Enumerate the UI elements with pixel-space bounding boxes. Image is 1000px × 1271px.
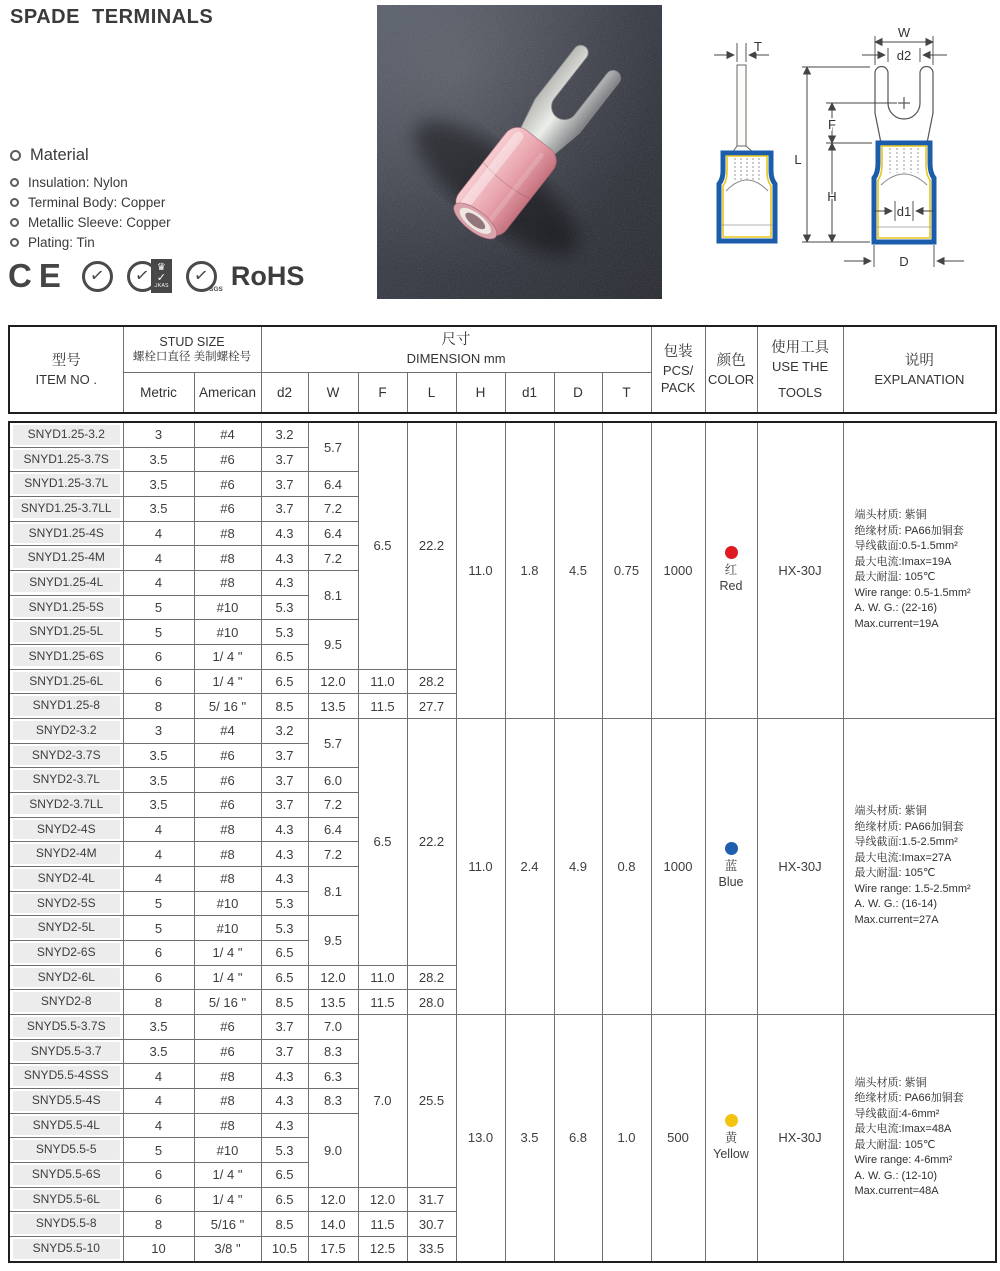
item-no: SNYD2-8: [13, 992, 120, 1012]
sgs-cert-icon: ✓ SGS: [186, 261, 217, 292]
material-item: Insulation: Nylon: [10, 172, 171, 192]
w-cell: 9.5: [308, 916, 358, 965]
col-header-explanation: 说明 EXPLANATION: [843, 326, 996, 413]
american-cell: #10: [194, 595, 261, 620]
l-cell: 28.2: [407, 669, 456, 694]
w-cell: 9.5: [308, 620, 358, 669]
bullet-icon: [10, 178, 19, 187]
material-title: Material: [10, 146, 171, 165]
metric-cell: 3: [123, 422, 194, 447]
l-cell: 33.5: [407, 1237, 456, 1262]
item-no: SNYD1.25-5L: [13, 622, 120, 642]
item-cell: [9, 1014, 123, 1039]
item-no: SNYD1.25-3.2: [13, 425, 120, 445]
l-cell: 28.0: [407, 990, 456, 1015]
spec-table-header: [8, 325, 997, 414]
item-no: SNYD1.25-4S: [13, 524, 120, 544]
item-no: SNYD5.5-5: [13, 1140, 120, 1160]
item-no: SNYD2-5L: [13, 918, 120, 938]
item-no: SNYD2-4L: [13, 869, 120, 889]
item-cell: [9, 768, 123, 793]
f-cell: 6.5: [358, 422, 407, 669]
w-cell: 7.2: [308, 842, 358, 867]
f-cell: 7.0: [358, 1014, 407, 1187]
f-cell: 11.5: [358, 694, 407, 719]
american-cell: 3/8 ": [194, 1237, 261, 1262]
metric-cell: 6: [123, 965, 194, 990]
t-cell: 1.0: [602, 1014, 651, 1261]
svg-text:W: W: [897, 25, 911, 40]
w-cell: 7.2: [308, 496, 358, 521]
metric-cell: 8: [123, 694, 194, 719]
l-cell: 30.7: [407, 1212, 456, 1237]
item-no: SNYD2-3.2: [13, 721, 120, 741]
item-no: SNYD2-4S: [13, 820, 120, 840]
item-no: SNYD5.5-6L: [13, 1190, 120, 1210]
bullet-icon: [10, 150, 21, 161]
metric-cell: 6: [123, 1187, 194, 1212]
w-cell: 6.4: [308, 521, 358, 546]
metric-cell: 6: [123, 940, 194, 965]
item-cell: [9, 1162, 123, 1187]
w-cell: 12.0: [308, 965, 358, 990]
explanation-cell: 端头材质: 紫铜 绝缘材质: PA66加铜套 导线截面:1.5-2.5mm² 最大电流:Imax=27A 最大耐温: 105℃ Wire range: 1.5-2.5mm² A. W. G.: (16-14) Max.current=27A: [843, 718, 996, 1014]
metric-cell: 3.5: [123, 447, 194, 472]
d2-cell: 5.3: [261, 595, 308, 620]
d1-cell: 1.8: [505, 422, 554, 718]
award-cert-icon: ✓: [82, 261, 113, 292]
explanation-cell: 端头材质: 紫铜 绝缘材质: PA66加铜套 导线截面:4-6mm² 最大电流:Imax=48A 最大耐温: 105℃ Wire range: 4-6mm² A. W. G.: (12-10) Max.current=48A: [843, 1014, 996, 1261]
w-cell: 7.2: [308, 792, 358, 817]
d2-cell: 3.7: [261, 472, 308, 497]
metric-cell: 3.5: [123, 1014, 194, 1039]
metric-cell: 3.5: [123, 768, 194, 793]
item-cell: [9, 866, 123, 891]
d2-cell: 4.3: [261, 521, 308, 546]
d2-cell: 6.5: [261, 669, 308, 694]
item-cell: [9, 743, 123, 768]
metric-cell: 4: [123, 1064, 194, 1089]
h-cell: 11.0: [456, 718, 505, 1014]
american-cell: 1/ 4 ": [194, 940, 261, 965]
material-list: [10, 172, 171, 252]
item-cell: [9, 595, 123, 620]
american-cell: #8: [194, 842, 261, 867]
certification-row: [8, 257, 304, 295]
item-cell: [9, 1237, 123, 1262]
d2-cell: 6.5: [261, 1187, 308, 1212]
w-cell: 6.3: [308, 1064, 358, 1089]
item-cell: [9, 817, 123, 842]
item-cell: [9, 1064, 123, 1089]
table-row: [9, 718, 996, 743]
pack-cell: 1000: [651, 422, 705, 718]
item-cell: [9, 1039, 123, 1064]
metric-cell: 5: [123, 595, 194, 620]
item-cell: [9, 792, 123, 817]
item-cell: [9, 472, 123, 497]
color-dot-icon: [725, 842, 738, 855]
pack-cell: 500: [651, 1014, 705, 1261]
f-cell: 11.0: [358, 965, 407, 990]
col-header-tools: 使用工具 USE THE TOOLS: [757, 326, 843, 413]
american-cell: #4: [194, 718, 261, 743]
w-cell: 14.0: [308, 1212, 358, 1237]
l-cell: 27.7: [407, 694, 456, 719]
tool-cell: HX-30J: [757, 422, 843, 718]
w-cell: 6.4: [308, 472, 358, 497]
item-cell: [9, 422, 123, 447]
svg-text:T: T: [754, 39, 762, 54]
item-no: SNYD5.5-8: [13, 1214, 120, 1234]
item-cell: [9, 546, 123, 571]
item-no: SNYD5.5-4SSS: [13, 1066, 120, 1086]
col-header-h: H: [456, 372, 505, 413]
color-cell: 黄 Yellow: [705, 1014, 757, 1261]
d2-cell: 3.7: [261, 496, 308, 521]
l-cell: 25.5: [407, 1014, 456, 1187]
w-cell: 6.4: [308, 817, 358, 842]
american-cell: #4: [194, 422, 261, 447]
american-cell: #8: [194, 1088, 261, 1113]
item-no: SNYD5.5-6S: [13, 1165, 120, 1185]
d2-cell: 5.3: [261, 916, 308, 941]
d2-cell: 3.7: [261, 743, 308, 768]
metric-cell: 3.5: [123, 472, 194, 497]
item-no: SNYD1.25-6S: [13, 647, 120, 667]
d2-cell: 6.5: [261, 644, 308, 669]
item-cell: [9, 570, 123, 595]
w-cell: 7.2: [308, 546, 358, 571]
metric-cell: 5: [123, 620, 194, 645]
w-cell: 12.0: [308, 669, 358, 694]
pack-cell: 1000: [651, 718, 705, 1014]
bullet-icon: [10, 218, 19, 227]
american-cell: #8: [194, 1113, 261, 1138]
d1-cell: 2.4: [505, 718, 554, 1014]
item-no: SNYD2-6L: [13, 968, 120, 988]
col-header-color: 颜色 COLOR: [705, 326, 757, 413]
item-cell: [9, 916, 123, 941]
metric-cell: 8: [123, 990, 194, 1015]
american-cell: #6: [194, 768, 261, 793]
item-no: SNYD1.25-6L: [13, 672, 120, 692]
col-header-d1: d1: [505, 372, 554, 413]
col-header-item: 型号 ITEM NO .: [9, 326, 123, 413]
product-photo: [377, 5, 662, 299]
w-cell: 9.0: [308, 1113, 358, 1187]
american-cell: #8: [194, 521, 261, 546]
f-cell: 6.5: [358, 718, 407, 965]
color-cell: 红 Red: [705, 422, 757, 718]
item-cell: [9, 620, 123, 645]
d2-cell: 4.3: [261, 842, 308, 867]
item-cell: [9, 842, 123, 867]
d-cell: 6.8: [554, 1014, 602, 1261]
d2-cell: 4.3: [261, 1064, 308, 1089]
item-no: SNYD1.25-5S: [13, 598, 120, 618]
table-row: [9, 422, 996, 447]
d2-cell: 8.5: [261, 990, 308, 1015]
metric-cell: 10: [123, 1237, 194, 1262]
metric-cell: 8: [123, 1212, 194, 1237]
item-cell: [9, 1113, 123, 1138]
w-cell: 8.1: [308, 570, 358, 619]
metric-cell: 4: [123, 521, 194, 546]
american-cell: 5/ 16 ": [194, 990, 261, 1015]
american-cell: #10: [194, 916, 261, 941]
w-cell: 17.5: [308, 1237, 358, 1262]
tool-cell: HX-30J: [757, 718, 843, 1014]
metric-cell: 6: [123, 644, 194, 669]
l-cell: 28.2: [407, 965, 456, 990]
f-cell: 11.5: [358, 990, 407, 1015]
svg-text:d1: d1: [896, 204, 912, 219]
w-cell: 13.5: [308, 990, 358, 1015]
d2-cell: 3.2: [261, 718, 308, 743]
item-cell: [9, 1088, 123, 1113]
d2-cell: 3.7: [261, 1039, 308, 1064]
table-row: [9, 1014, 996, 1039]
item-no: SNYD1.25-3.7LL: [13, 499, 120, 519]
metric-cell: 5: [123, 1138, 194, 1163]
metric-cell: 3.5: [123, 496, 194, 521]
d2-cell: 8.5: [261, 1212, 308, 1237]
col-header-pack: 包装 PCS/ PACK: [651, 326, 705, 413]
american-cell: #6: [194, 472, 261, 497]
d2-cell: 6.5: [261, 965, 308, 990]
american-cell: 5/16 ": [194, 1212, 261, 1237]
w-cell: 12.0: [308, 1187, 358, 1212]
item-no: SNYD1.25-4M: [13, 548, 120, 568]
f-cell: 12.5: [358, 1237, 407, 1262]
american-cell: 1/ 4 ": [194, 1162, 261, 1187]
svg-text:H: H: [827, 189, 837, 204]
metric-cell: 3.5: [123, 743, 194, 768]
l-cell: 22.2: [407, 422, 456, 669]
d2-cell: 4.3: [261, 866, 308, 891]
explanation-cell: 端头材质: 紫铜 绝缘材质: PA66加铜套 导线截面:0.5-1.5mm² 最大电流:Imax=19A 最大耐温: 105℃ Wire range: 0.5-1.5mm² A. W. G.: (22-16) Max.current=19A: [843, 422, 996, 718]
american-cell: #6: [194, 792, 261, 817]
ce-mark-icon: CE: [8, 257, 68, 294]
w-cell: 8.1: [308, 866, 358, 915]
american-cell: #10: [194, 891, 261, 916]
w-cell: 13.5: [308, 694, 358, 719]
w-cell: 7.0: [308, 1014, 358, 1039]
col-header-t: T: [602, 372, 651, 413]
american-cell: #8: [194, 546, 261, 571]
col-header-stud-size: STUD SIZE 螺栓口直径 美制螺栓号: [123, 326, 261, 372]
item-cell: [9, 1212, 123, 1237]
item-no: SNYD2-4M: [13, 844, 120, 864]
item-cell: [9, 1187, 123, 1212]
metric-cell: 3.5: [123, 1039, 194, 1064]
item-cell: [9, 496, 123, 521]
d1-cell: 3.5: [505, 1014, 554, 1261]
d2-cell: 3.7: [261, 768, 308, 793]
f-cell: 11.5: [358, 1212, 407, 1237]
bullet-icon: [10, 198, 19, 207]
col-header-american: American: [194, 372, 261, 413]
dimension-diagram: [690, 15, 995, 295]
material-item: Plating: Tin: [10, 232, 171, 252]
item-no: SNYD2-6S: [13, 943, 120, 963]
d2-cell: 5.3: [261, 620, 308, 645]
w-cell: 5.7: [308, 718, 358, 767]
col-header-d2: d2: [261, 372, 308, 413]
item-no: SNYD5.5-3.7S: [13, 1017, 120, 1037]
american-cell: #6: [194, 743, 261, 768]
american-cell: #6: [194, 447, 261, 472]
f-cell: 11.0: [358, 669, 407, 694]
item-cell: [9, 669, 123, 694]
w-cell: 6.0: [308, 768, 358, 793]
metric-cell: 3.5: [123, 792, 194, 817]
l-cell: 31.7: [407, 1187, 456, 1212]
d2-cell: 3.7: [261, 1014, 308, 1039]
item-cell: [9, 940, 123, 965]
item-no: SNYD5.5-10: [13, 1239, 120, 1259]
metric-cell: 5: [123, 916, 194, 941]
d2-cell: 4.3: [261, 817, 308, 842]
american-cell: #8: [194, 570, 261, 595]
d-cell: 4.9: [554, 718, 602, 1014]
item-no: SNYD1.25-3.7S: [13, 450, 120, 470]
svg-text:F: F: [828, 117, 836, 132]
item-no: SNYD1.25-4L: [13, 573, 120, 593]
item-cell: [9, 521, 123, 546]
spec-table-body: [8, 421, 997, 1263]
d2-cell: 6.5: [261, 940, 308, 965]
d2-cell: 6.5: [261, 1162, 308, 1187]
item-no: SNYD5.5-4L: [13, 1116, 120, 1136]
american-cell: #6: [194, 496, 261, 521]
t-cell: 0.8: [602, 718, 651, 1014]
svg-text:D: D: [899, 254, 909, 269]
american-cell: #6: [194, 1014, 261, 1039]
bullet-icon: [10, 238, 19, 247]
item-cell: [9, 644, 123, 669]
d2-cell: 4.3: [261, 546, 308, 571]
metric-cell: 5: [123, 891, 194, 916]
d2-cell: 8.5: [261, 694, 308, 719]
d2-cell: 10.5: [261, 1237, 308, 1262]
metric-cell: 4: [123, 817, 194, 842]
d2-cell: 5.3: [261, 891, 308, 916]
metric-cell: 4: [123, 866, 194, 891]
svg-text:L: L: [794, 152, 802, 167]
american-cell: #8: [194, 1064, 261, 1089]
rohs-label: RoHS: [230, 260, 305, 291]
material-item: Terminal Body: Copper: [10, 192, 171, 212]
d2-cell: 4.3: [261, 570, 308, 595]
item-no: SNYD2-3.7L: [13, 770, 120, 790]
metric-cell: 4: [123, 842, 194, 867]
l-cell: 22.2: [407, 718, 456, 965]
col-header-metric: Metric: [123, 372, 194, 413]
american-cell: #10: [194, 1138, 261, 1163]
american-cell: #6: [194, 1039, 261, 1064]
american-cell: 1/ 4 ": [194, 1187, 261, 1212]
d-cell: 4.5: [554, 422, 602, 718]
color-dot-icon: [725, 546, 738, 559]
f-cell: 12.0: [358, 1187, 407, 1212]
item-no: SNYD5.5-3.7: [13, 1042, 120, 1062]
metric-cell: 4: [123, 1088, 194, 1113]
d2-cell: 3.7: [261, 792, 308, 817]
metric-cell: 3: [123, 718, 194, 743]
ukas-cert-icon: ✓ ♛ ✓ UKAS: [127, 259, 172, 293]
item-no: SNYD1.25-3.7L: [13, 474, 120, 494]
metric-cell: 6: [123, 669, 194, 694]
t-cell: 0.75: [602, 422, 651, 718]
item-cell: [9, 990, 123, 1015]
w-cell: 8.3: [308, 1088, 358, 1113]
item-cell: [9, 694, 123, 719]
item-cell: [9, 891, 123, 916]
item-cell: [9, 718, 123, 743]
item-no: SNYD5.5-4S: [13, 1091, 120, 1111]
color-dot-icon: [725, 1114, 738, 1127]
item-no: SNYD2-3.7S: [13, 746, 120, 766]
d2-cell: 3.2: [261, 422, 308, 447]
american-cell: 1/ 4 ": [194, 644, 261, 669]
d2-cell: 3.7: [261, 447, 308, 472]
col-header-l: L: [407, 372, 456, 413]
item-cell: [9, 447, 123, 472]
metric-cell: 4: [123, 1113, 194, 1138]
item-cell: [9, 965, 123, 990]
item-no: SNYD1.25-8: [13, 696, 120, 716]
d2-cell: 4.3: [261, 1113, 308, 1138]
american-cell: 1/ 4 ": [194, 669, 261, 694]
col-header-w: W: [308, 372, 358, 413]
item-no: SNYD2-5S: [13, 894, 120, 914]
h-cell: 13.0: [456, 1014, 505, 1261]
item-cell: [9, 1138, 123, 1163]
american-cell: 1/ 4 ": [194, 965, 261, 990]
d2-cell: 5.3: [261, 1138, 308, 1163]
d2-cell: 4.3: [261, 1088, 308, 1113]
material-item: Metallic Sleeve: Copper: [10, 212, 171, 232]
page-title: SPADE TERMINALS: [10, 6, 214, 28]
american-cell: 5/ 16 ": [194, 694, 261, 719]
svg-text:d2: d2: [896, 48, 912, 63]
col-header-f: F: [358, 372, 407, 413]
col-header-d: D: [554, 372, 602, 413]
color-cell: 蓝 Blue: [705, 718, 757, 1014]
w-cell: 8.3: [308, 1039, 358, 1064]
col-header-dimension: 尺寸 DIMENSION mm: [261, 326, 651, 372]
material-section: [10, 146, 171, 252]
metric-cell: 6: [123, 1162, 194, 1187]
american-cell: #8: [194, 817, 261, 842]
metric-cell: 4: [123, 570, 194, 595]
american-cell: #8: [194, 866, 261, 891]
metric-cell: 4: [123, 546, 194, 571]
tool-cell: HX-30J: [757, 1014, 843, 1261]
item-no: SNYD2-3.7LL: [13, 795, 120, 815]
american-cell: #10: [194, 620, 261, 645]
w-cell: 5.7: [308, 422, 358, 472]
h-cell: 11.0: [456, 422, 505, 718]
